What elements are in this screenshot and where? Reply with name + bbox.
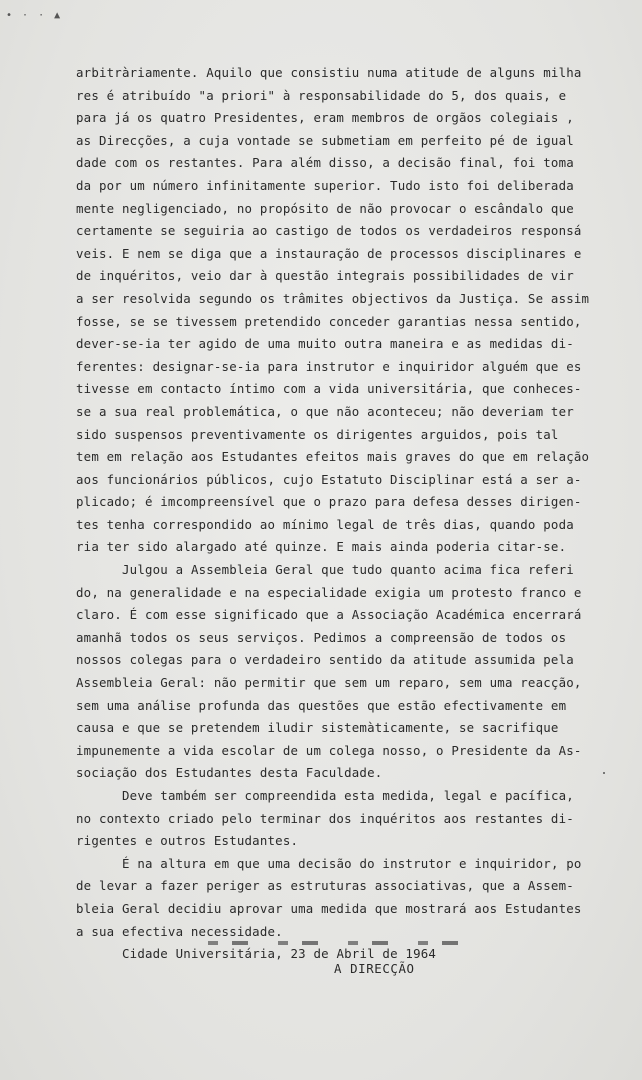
text-line: mente negligenciado, no propósito de não provocar o escândalo que [76,200,574,216]
text-line: sociação dos Estudantes desta Faculdade. [76,765,383,781]
text-line: tem em relação aos Estudantes efeitos mais graves do que em relação [76,449,590,465]
text-line: para já os quatro Presidentes, eram membros de orgãos colegiais , [76,110,574,126]
text-line: certamente se seguiria ao castigo de todos os verdadeiros responsá [76,223,582,239]
text-line: dade com os restantes. Para além disso, a decisão final, foi toma [76,155,574,171]
text-line: impunemente a vida escolar de um colega nosso, o Presidente da As- [76,742,582,758]
text-line: amanhã todos os seus serviços. Pedimos a compreensão de todos os [76,629,567,645]
text-line: Assembleia Geral: não permitir que sem um reparo, sem uma reacção, [76,675,582,691]
text-line: ferentes: designar-se-ia para instrutor e inquiridor alguém que es [76,358,582,374]
text-line: Deve também ser compreendida esta medida, legal e pacífica, [122,788,574,803]
text-line: rigentes e outros Estudantes. [76,833,299,849]
text-line: fosse, se se tivessem pretendido conceder garantias nessa sentido, [76,313,582,329]
text-line: tes tenha correspondido ao mínimo legal de três dias, quando poda [76,516,574,532]
text-line: as Direcções, a cuja vontade se submetiam em perfeito pé de igual [76,132,574,148]
signature: A DIRECÇÃO [334,961,415,976]
ink-smudge [208,941,478,945]
paragraph [76,785,596,853]
text-line: aos funcionários públicos, cujo Estatuto Disciplinar está a ser a- [76,471,582,487]
text-line: da por um número infinitamente superior. Tudo isto foi deliberada [76,177,574,193]
text-line: Cidade Universitária, 23 de Abril de 1964 [122,946,437,962]
text-line: a sua efectiva necessidade. [76,923,283,939]
text-line: res é atribuído "a priori" à responsabilidade do 5, dos quais, e [76,87,567,103]
text-line: do, na generalidade e na especialidade exigia um protesto franco e [76,584,582,600]
text-line: plicado; é imcompreensível que o prazo para defesa desses dirigen- [76,494,582,510]
text-line: de levar a fazer periger as estruturas associativas, que a Assem- [76,878,574,894]
text-line: tivesse em contacto íntimo com a vida universitária, que conheces- [76,381,582,397]
text-line: nossos colegas para o verdadeiro sentido da atitude assumida pela [76,652,574,668]
text-line: arbitràriamente. Aquilo que consistiu numa atitude de alguns milha [76,65,582,80]
text-line: a ser resolvida segundo os trâmites objectivos da Justiça. Se assim [76,290,590,306]
text-line: ria ter sido alargado até quinze. E mais ainda poderia citar-se. [76,539,567,555]
paragraph [76,853,596,943]
text-line: sem uma análise profunda das questões que estão efectivamente em [76,697,567,713]
text-line: causa e que se pretendem iludir sistemàticamente, se sacrifique [76,720,559,736]
text-line: bleia Geral decidiu aprovar uma medida que mostrará aos Estudantes [76,900,582,916]
document-body [76,62,596,966]
text-line: sido suspensos preventivamente os dirigentes arguidos, pois tal [76,426,559,442]
text-line: veis. E nem se diga que a instauração de processos disciplinares e [76,245,582,261]
paragraph [76,559,596,785]
text-line: no contexto criado pelo terminar dos inquéritos aos restantes di- [76,810,574,826]
text-line: de inquéritos, veio dar à questão integrais possibilidades de vir [76,268,574,284]
text-line: se a sua real problemática, o que não aconteceu; não deveriam ter [76,403,574,419]
text-line: dever-se-ia ter agido de uma muito outra maneira e as medidas di- [76,336,574,352]
paragraph [76,62,596,559]
corner-mark: • · · ▲ [6,10,63,21]
text-line: É na altura em que uma decisão do instrutor e inquiridor, po [122,855,582,871]
text-line: Julgou a Assembleia Geral que tudo quanto acima fica referi [122,562,574,578]
text-line: claro. É com esse significado que a Associação Académica encerrará [76,607,582,623]
ink-dot [603,772,605,774]
